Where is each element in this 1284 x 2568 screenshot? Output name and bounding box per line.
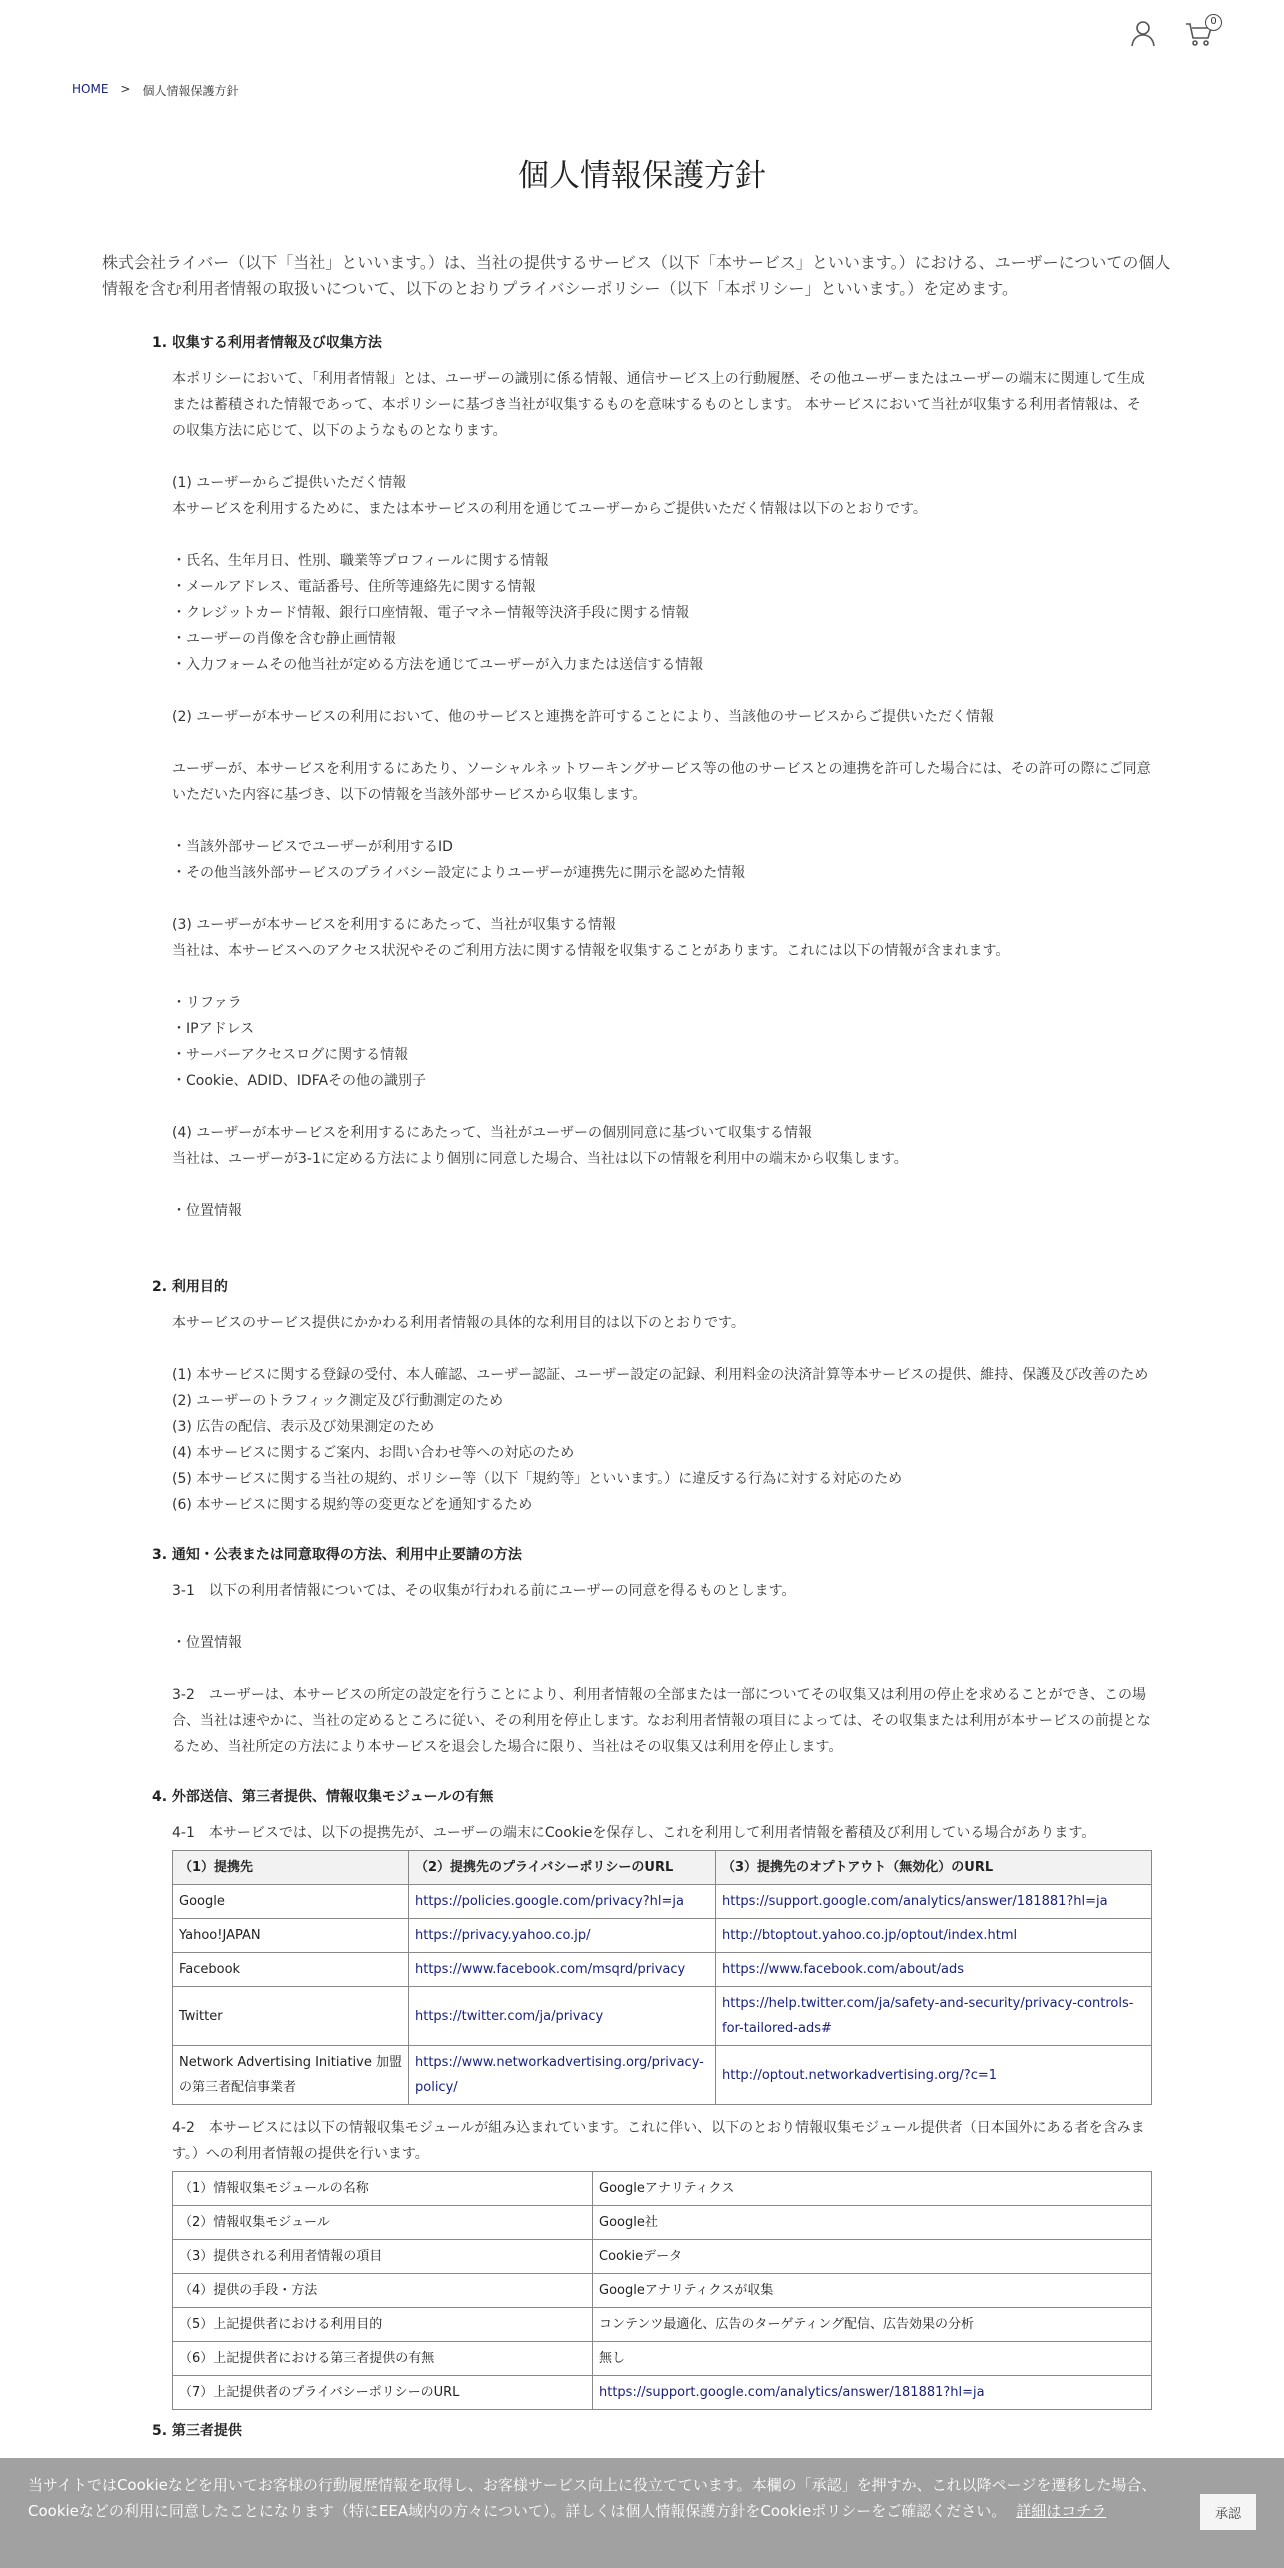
section-1-title: 1. 収集する利用者情報及び収集方法: [152, 335, 382, 351]
section-5-title: 5. 第三者提供: [152, 2423, 242, 2439]
table-header-row: [173, 1851, 1152, 1885]
list-item: (2) ユーザーのトラフィック測定及び行動測定のため: [172, 1393, 504, 1409]
list-item: ・リファラ: [172, 995, 242, 1011]
list-item: (5) 本サービスに関する当社の規約、ポリシー等（以下「規約等」といいます。）に違反する行為に対する対応のため: [172, 1471, 903, 1487]
header-icons: [1128, 16, 1217, 48]
privacy-policy-link[interactable]: https://www.facebook.com/msqrd/privacy: [415, 1962, 686, 1977]
partner-table: [172, 1850, 1152, 2105]
section-3-paragraph-1: 3-1 以下の利用者情報については、その収集が行われる前にユーザーの同意を得るものとします。: [172, 1583, 796, 1599]
section-1: [152, 332, 1152, 1224]
cart-count-badge: 0: [1205, 14, 1222, 31]
table-row: [173, 2206, 1152, 2240]
privacy-policy-link[interactable]: https://www.networkadvertising.org/privacy-policy/: [415, 2055, 704, 2095]
list-item: (6) 本サービスに関する規約等の変更などを通知するため: [172, 1497, 533, 1513]
table-header: （1）提携先: [173, 1851, 409, 1885]
module-field-value: Googleアナリティクスが収集: [593, 2274, 1152, 2308]
policy-content: [102, 250, 1182, 2454]
s1-heading-4-desc: 当社は、ユーザーが3-1に定める方法により個別に同意した場合、当社は以下の情報を利用中の端末から収集します。: [172, 1151, 908, 1167]
list-item: ・位置情報: [172, 1635, 242, 1651]
section-3: [152, 1544, 1152, 1760]
section-2-title: 2. 利用目的: [152, 1279, 228, 1295]
list-item: ・メールアドレス、電話番号、住所等連絡先に関する情報: [172, 579, 536, 595]
list-item: (3) 広告の配信、表示及び効果測定のため: [172, 1419, 435, 1435]
s1-heading-1: (1) ユーザーからご提供いただく情報: [172, 475, 407, 491]
list-item: ・氏名、生年月日、性別、職業等プロフィールに関する情報: [172, 553, 549, 569]
list-item: ・IPアドレス: [172, 1021, 255, 1037]
opt-out-link[interactable]: https://www.facebook.com/about/ads: [722, 1962, 964, 1977]
partner-name: Yahoo!JAPAN: [173, 1919, 409, 1953]
s1-heading-1-desc: 本サービスを利用するために、または本サービスの利用を通じてユーザーからご提供いただく情報は以下のとおりです。: [172, 501, 927, 517]
table-row: [173, 2376, 1152, 2410]
module-table: [172, 2171, 1152, 2410]
module-field-label: （1）情報収集モジュールの名称: [173, 2172, 593, 2206]
table-row: [173, 1885, 1152, 1919]
table-header: （3）提携先のオプトアウト（無効化）のURL: [716, 1851, 1152, 1885]
section-3-title: 3. 通知・公表または同意取得の方法、利用中止要請の方法: [152, 1547, 522, 1563]
module-field-value: Google社: [593, 2206, 1152, 2240]
privacy-policy-link[interactable]: https://policies.google.com/privacy?hl=ja: [415, 1894, 684, 1909]
list-item: ・入力フォームその他当社が定める方法を通じてユーザーが入力または送信する情報: [172, 657, 704, 673]
list-item: ・サーバーアクセスログに関する情報: [172, 1047, 409, 1063]
section-2-paragraph: 本サービスのサービス提供にかかわる利用者情報の具体的な利用目的は以下のとおりです。: [172, 1315, 745, 1331]
table-row: [173, 2274, 1152, 2308]
table-header: （2）提携先のプライバシーポリシーのURL: [409, 1851, 716, 1885]
user-icon[interactable]: [1128, 18, 1158, 48]
module-field-value: Cookieデータ: [593, 2240, 1152, 2274]
module-field-value: 無し: [593, 2342, 1152, 2376]
section-1-paragraph: 本ポリシーにおいて、「利用者情報」とは、ユーザーの識別に係る情報、通信サービス上の行動履歴、その他ユーザーまたはユーザーの端末に関連して生成または蓄積された情報であって、本ポリシーに基づき当社が収集するものを意味するものとします。 本サービスにおいて当社が収集する利用者情報は、その収集方法に応じて、以下のようなものとなります。: [172, 371, 1145, 439]
page-title: 個人情報保護方針: [518, 158, 766, 194]
cookie-consent-bar: [0, 2458, 1284, 2568]
s1-heading-3-desc: 当社は、本サービスへのアクセス状況やそのご利用方法に関する情報を収集することがあります。これには以下の情報が含まれます。: [172, 943, 1010, 959]
privacy-policy-link[interactable]: https://privacy.yahoo.co.jp/: [415, 1928, 591, 1943]
partner-name: Network Advertising Initiative 加盟の第三者配信事業者: [173, 2046, 409, 2105]
table-row: [173, 1919, 1152, 1953]
partner-name: Twitter: [173, 1987, 409, 2046]
module-field-label: （4）提供の手段・方法: [173, 2274, 593, 2308]
s1-heading-2-desc: ユーザーが、本サービスを利用するにあたり、ソーシャルネットワーキングサービス等の他のサービスとの連携を許可した場合には、その許可の際にご同意いただいた内容に基づき、以下の情報を当該外部サービスから収集します。: [172, 761, 1151, 803]
module-field-label: （7）上記提供者のプライバシーポリシーのURL: [173, 2376, 593, 2410]
module-privacy-link[interactable]: https://support.google.com/analytics/answer/181881?hl=ja: [599, 2385, 985, 2400]
list-item: ・その他当該外部サービスのプライバシー設定によりユーザーが連携先に開示を認めた情報: [172, 865, 746, 881]
partner-name: Google: [173, 1885, 409, 1919]
list-item: (4) 本サービスに関するご案内、お問い合わせ等への対応のため: [172, 1445, 575, 1461]
list-item: ・当該外部サービスでユーザーが利用するID: [172, 839, 453, 855]
opt-out-link[interactable]: http://optout.networkadvertising.org/?c=1: [722, 2067, 997, 2083]
table-row: [173, 1987, 1152, 2046]
s1-heading-2: (2) ユーザーが本サービスの利用において、他のサービスと連携を許可することにより、当該他のサービスからご提供いただく情報: [172, 709, 994, 725]
list-item: (1) 本サービスに関する登録の受付、本人確認、ユーザー認証、ユーザー設定の記録、利用料金の決済計算等本サービスの提供、維持、保護及び改善のため: [172, 1367, 1149, 1383]
module-field-value: Googleアナリティクス: [593, 2172, 1152, 2206]
section-2: [152, 1276, 1152, 1518]
list-item: ・Cookie、ADID、IDFAその他の識別子: [172, 1073, 427, 1089]
cookie-consent-text: 当サイトではCookieなどを用いてお客様の行動履歴情報を取得し、お客様サービス向上に役立てています。本欄の「承認」を押すか、これ以降ページを遷移した場合、Cookieなどの利用に同意したことになります（特にEEA域内の方々について）。詳しくは個人情報保護方針をCookieポリシーをご確認ください。: [28, 2476, 1157, 2520]
module-field-value: コンテンツ最適化、広告のターゲティング配信、広告効果の分析: [593, 2308, 1152, 2342]
breadcrumb-current: 個人情報保護方針: [142, 84, 239, 98]
section-3-paragraph-2: 3-2 ユーザーは、本サービスの所定の設定を行うことにより、利用者情報の全部または一部についてその収集又は利用の停止を求めることができ、この場合、当社は速やかに、当社の定めるところに従い、その利用を停止します。なお利用者情報の項目によっては、その収集または利用が本サービスの前提となるため、当社所定の方法により本サービスを退会した場合に限り、当社はその収集又は利用を停止します。: [172, 1687, 1151, 1755]
opt-out-link[interactable]: http://btoptout.yahoo.co.jp/optout/index.html: [722, 1928, 1018, 1943]
module-field-label: （6）上記提供者における第三者提供の有無: [173, 2342, 593, 2376]
table-row: [173, 2240, 1152, 2274]
partner-name: Facebook: [173, 1953, 409, 1987]
section-4-paragraph-2: 4-2 本サービスには以下の情報収集モジュールが組み込まれています。これに伴い、以下のとおり情報収集モジュール提供者（日本国外にある者を含みます。）への利用者情報の提供を行います。: [172, 2120, 1145, 2162]
list-item: ・ユーザーの肖像を含む静止画情報: [172, 631, 396, 647]
privacy-policy-link[interactable]: https://twitter.com/ja/privacy: [415, 2008, 604, 2024]
cookie-accept-button[interactable]: 承認: [1200, 2494, 1256, 2530]
module-field-label: （3）提供される利用者情報の項目: [173, 2240, 593, 2274]
section-4-title: 4. 外部送信、第三者提供、情報収集モジュールの有無: [152, 1789, 494, 1805]
cart-button[interactable]: [1184, 16, 1217, 48]
opt-out-link[interactable]: https://support.google.com/analytics/answer/181881?hl=ja: [722, 1894, 1108, 1909]
intro-text: 株式会社ライバー（以下「当社」といいます。）は、当社の提供するサービス（以下「本サービス」といいます。）における、ユーザーについての個人情報を含む利用者情報の取扱いについて、以下のとおりプライバシーポリシー（以下「本ポリシー」といいます。）を定めます。: [102, 253, 1171, 298]
table-row: [173, 2046, 1152, 2105]
breadcrumb: [72, 82, 238, 99]
s1-heading-3: (3) ユーザーが本サービスを利用するにあたって、当社が収集する情報: [172, 917, 616, 933]
s1-heading-4: (4) ユーザーが本サービスを利用するにあたって、当社がユーザーの個別同意に基づいて収集する情報: [172, 1125, 812, 1141]
breadcrumb-home-link[interactable]: HOME: [72, 82, 109, 96]
cookie-details-link[interactable]: 詳細はコチラ: [1016, 2502, 1107, 2520]
section-4-paragraph-1: 4-1 本サービスでは、以下の提携先が、ユーザーの端末にCookieを保存し、これを利用して利用者情報を蓄積及び利用している場合があります。: [172, 1825, 1096, 1841]
table-row: [173, 2308, 1152, 2342]
list-item: ・位置情報: [172, 1203, 242, 1219]
module-field-label: （5）上記提供者における利用目的: [173, 2308, 593, 2342]
table-row: [173, 2342, 1152, 2376]
opt-out-link[interactable]: https://help.twitter.com/ja/safety-and-security/privacy-controls-for-tailored-ads#: [722, 1996, 1134, 2036]
list-item: ・クレジットカード情報、銀行口座情報、電子マネー情報等決済手段に関する情報: [172, 605, 690, 621]
breadcrumb-separator: >: [120, 82, 131, 96]
table-row: [173, 1953, 1152, 1987]
section-4: [152, 1786, 1152, 2410]
module-field-label: （2）情報収集モジュール: [173, 2206, 593, 2240]
section-5: [152, 2420, 1152, 2442]
table-row: [173, 2172, 1152, 2206]
